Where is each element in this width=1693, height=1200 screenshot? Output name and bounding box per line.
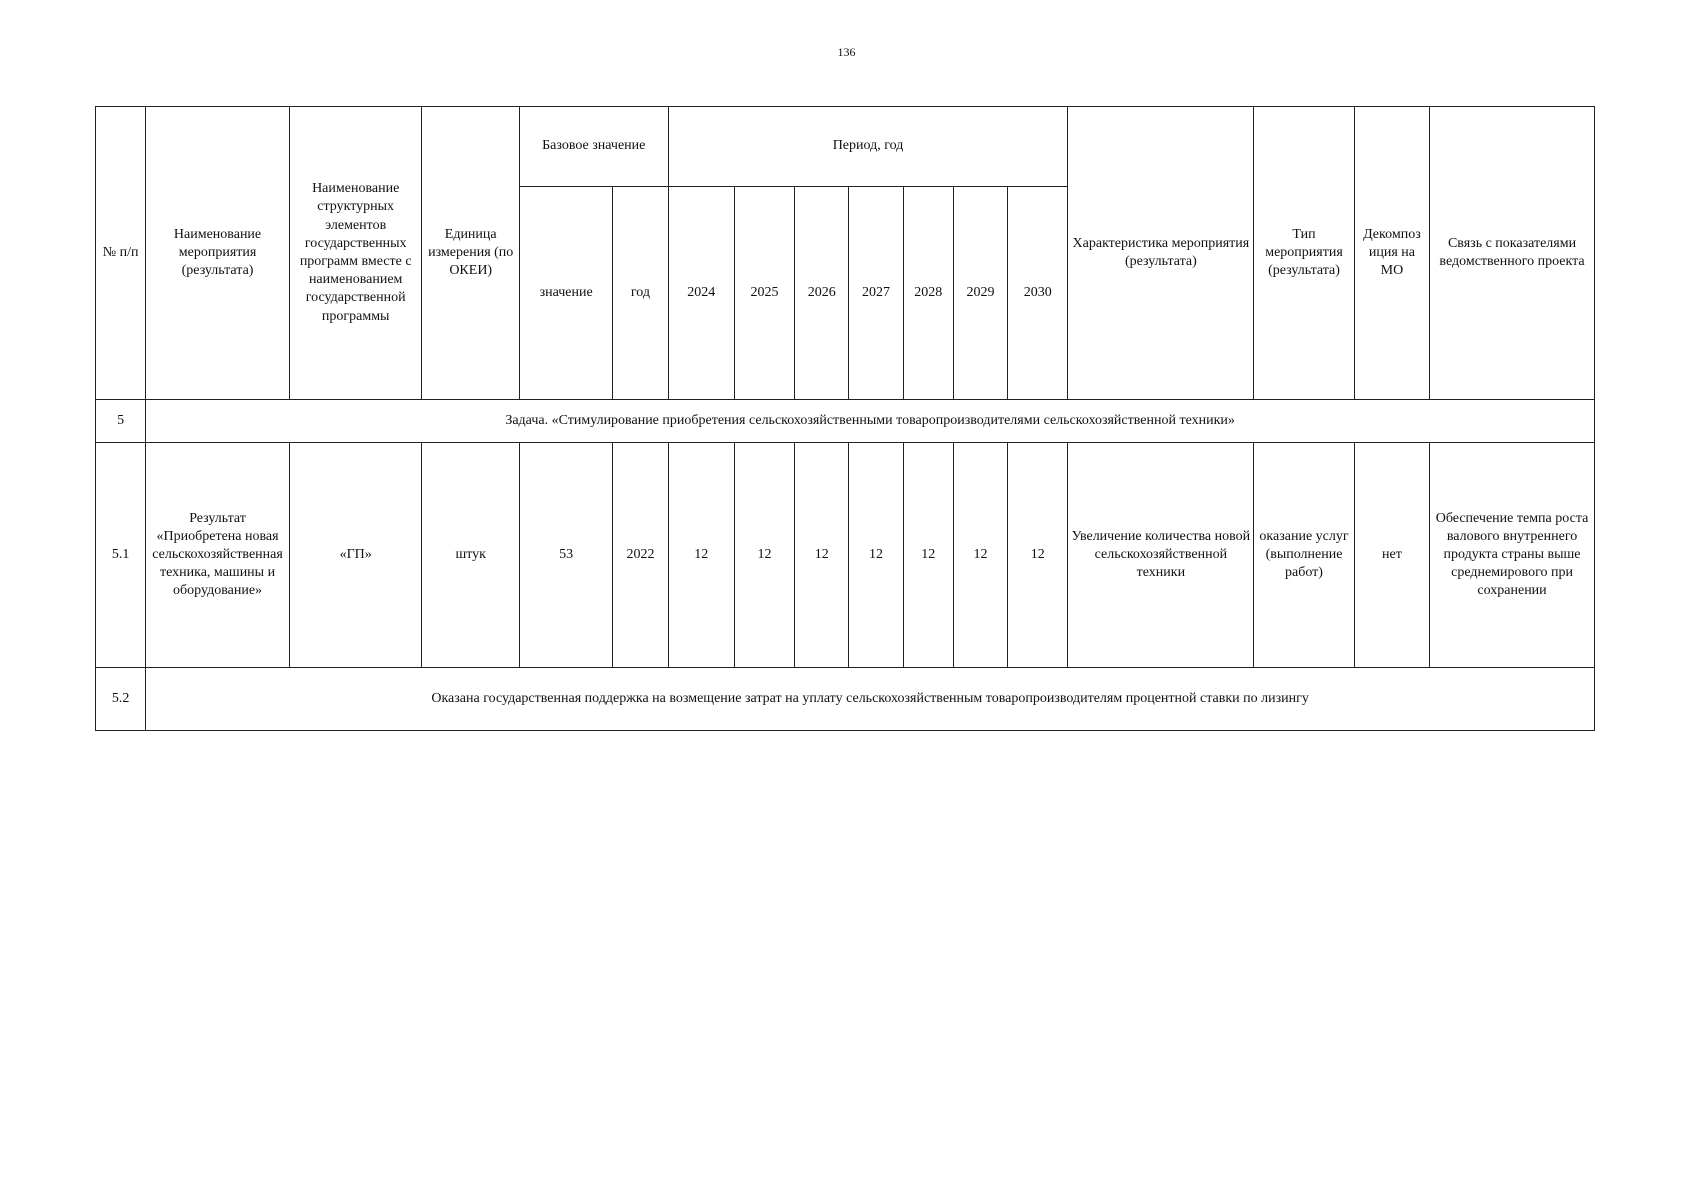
result-5-1-2024: 12 bbox=[668, 443, 734, 668]
result-5-1-base-value: 53 bbox=[519, 443, 612, 668]
header-unit: Единица измерения (по ОКЕИ) bbox=[422, 107, 519, 400]
result-5-1-num: 5.1 bbox=[96, 443, 146, 668]
result-5-1-2028: 12 bbox=[903, 443, 953, 668]
result-5-1-2030: 12 bbox=[1008, 443, 1068, 668]
results-table bbox=[95, 106, 1595, 731]
header-characteristic: Характеристика мероприятия (результата) bbox=[1068, 107, 1254, 400]
header-year-2029: 2029 bbox=[953, 187, 1007, 400]
header-year-2028: 2028 bbox=[903, 187, 953, 400]
header-row-1 bbox=[96, 107, 1595, 187]
header-period-group: Период, год bbox=[668, 107, 1068, 187]
header-base-year: год bbox=[613, 187, 668, 400]
header-num: № п/п bbox=[96, 107, 146, 400]
header-year-2030: 2030 bbox=[1008, 187, 1068, 400]
result-5-1-characteristic: Увеличение количества новой сельскохозяйственной техники bbox=[1068, 443, 1254, 668]
header-base-group: Базовое значение bbox=[519, 107, 668, 187]
header-year-2026: 2026 bbox=[795, 187, 849, 400]
header-decomp: Декомпоз иция на МО bbox=[1354, 107, 1429, 400]
result-5-1-structural: «ГП» bbox=[289, 443, 422, 668]
result-row-5-1 bbox=[96, 443, 1595, 668]
result-5-1-decomp: нет bbox=[1354, 443, 1429, 668]
header-name: Наименование мероприятия (результата) bbox=[146, 107, 290, 400]
result-5-1-unit: штук bbox=[422, 443, 519, 668]
header-year-2024: 2024 bbox=[668, 187, 734, 400]
task-5-2-num: 5.2 bbox=[96, 668, 146, 731]
result-5-1-2029: 12 bbox=[953, 443, 1007, 668]
task-5-2-text: Оказана государственная поддержка на возмещение затрат на уплату сельскохозяйственным товаропроизводителям процентной ставки по лизингу bbox=[146, 668, 1595, 731]
page-number: 136 bbox=[837, 45, 856, 59]
header-base-value: значение bbox=[519, 187, 612, 400]
result-5-1-2026: 12 bbox=[795, 443, 849, 668]
task-5-num: 5 bbox=[96, 400, 146, 443]
header-structural: Наименование структурных элементов государственных программ вместе с наименованием государственной программы bbox=[289, 107, 422, 400]
result-5-1-2025: 12 bbox=[734, 443, 794, 668]
task-row-5 bbox=[96, 400, 1595, 443]
result-5-1-2027: 12 bbox=[849, 443, 903, 668]
result-5-1-type: оказание услуг (выполнение работ) bbox=[1254, 443, 1354, 668]
result-5-1-link: Обеспечение темпа роста валового внутреннего продукта страны выше среднемирового при сохранении bbox=[1430, 443, 1595, 668]
result-5-1-base-year: 2022 bbox=[613, 443, 668, 668]
task-row-5-2 bbox=[96, 668, 1595, 731]
task-5-text: Задача. «Стимулирование приобретения сельскохозяйственными товаропроизводителями сельскохозяйственной техники» bbox=[146, 400, 1595, 443]
header-type: Тип мероприятия (результата) bbox=[1254, 107, 1354, 400]
header-year-2027: 2027 bbox=[849, 187, 903, 400]
header-link: Связь с показателями ведомственного проекта bbox=[1430, 107, 1595, 400]
header-year-2025: 2025 bbox=[734, 187, 794, 400]
result-5-1-name: Результат «Приобретена новая сельскохозяйственная техника, машины и оборудование» bbox=[146, 443, 290, 668]
